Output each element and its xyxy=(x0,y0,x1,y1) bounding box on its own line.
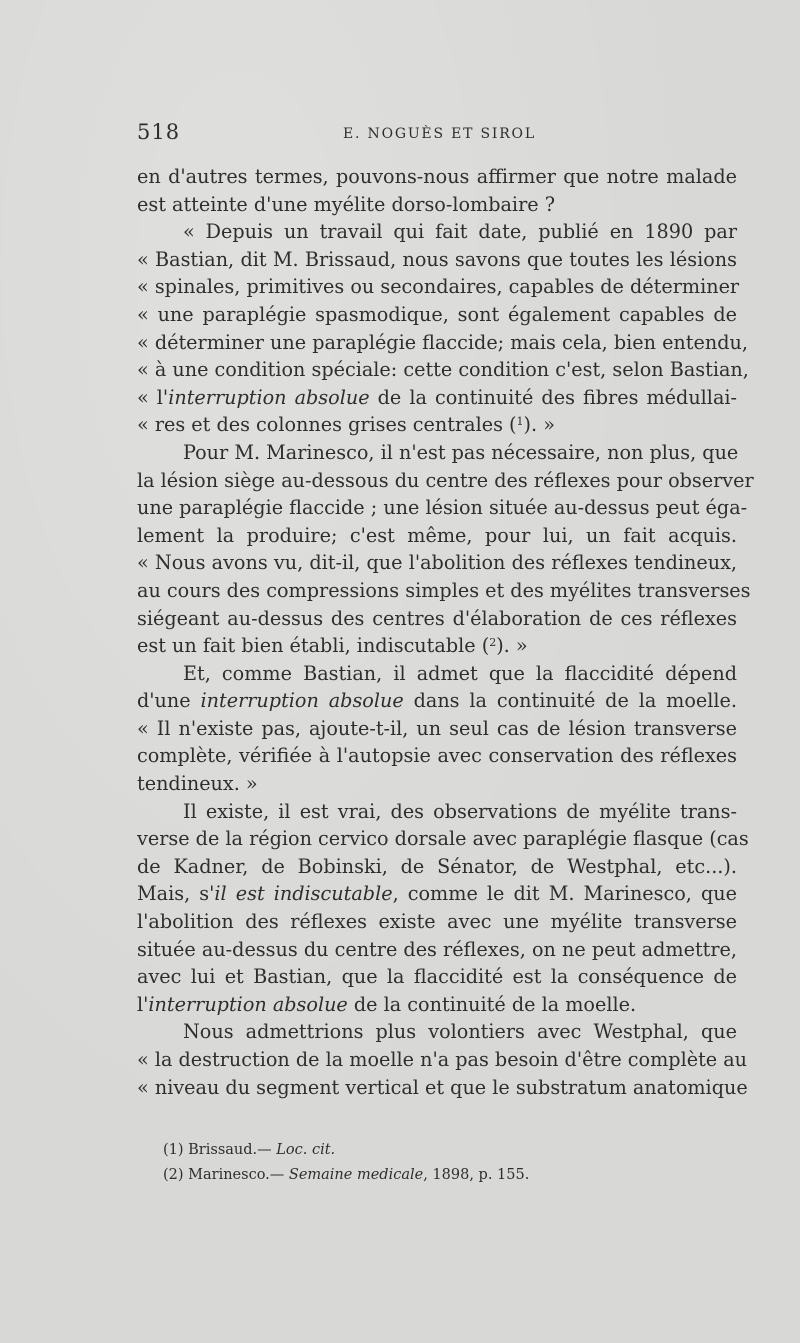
text-line: Il existe, il est vrai, des observations de myélite trans- xyxy=(183,799,737,823)
text-line: verse de la région cervico dorsale avec paraplégie flasque (cas xyxy=(137,827,749,851)
text-line: Nous admettrions plus volontiers avec Westphal, que xyxy=(183,1020,737,1044)
text-line: est un fait bien établi, indiscutable ($^2$). » xyxy=(137,634,528,658)
footnotes xyxy=(163,1138,723,1188)
text-line: « res et des colonnes grises centrales ($^1$). » xyxy=(137,413,555,437)
text-line: avec lui et Bastian, que la flaccidité est la conséquence de xyxy=(137,965,737,989)
text-line: « Depuis un travail qui fait date, publié en 1890 par xyxy=(183,220,737,244)
text-line: de Kadner, de Bobinski, de Sénator, de Westphal, etc...). xyxy=(137,854,737,878)
text-line: une paraplégie flaccide ; une lésion située au-dessus peut éga- xyxy=(137,496,748,520)
text-line: « l'interruption absolue de la continuité des fibres médullai- xyxy=(137,385,738,409)
text-line: « Bastian, dit M. Brissaud, nous savons que toutes les lésions xyxy=(137,247,737,271)
footnote: (2) Marinesco.— Semaine medicale, 1898, p. 155. xyxy=(163,1167,530,1183)
text-line: l'interruption absolue de la continuité de la moelle. xyxy=(137,992,637,1016)
text-line: est atteinte d'une myélite dorso-lombaire ? xyxy=(137,192,555,216)
running-head: E. NOGUÈS ET SIROL xyxy=(343,126,536,142)
text-line: Mais, s'il est indiscutable, comme le dit M. Marinesco, que xyxy=(137,882,737,906)
text-line: tendineux. » xyxy=(137,772,258,796)
text-line: lement la produire; c'est même, pour lui, un fait acquis. xyxy=(137,523,737,547)
text-line: l'abolition des réflexes existe avec une myélite transverse xyxy=(137,910,737,934)
text-line: « déterminer une paraplégie flaccide; mais cela, bien entendu, xyxy=(137,330,748,354)
text-line: la lésion siège au-dessous du centre des réflexes pour observer xyxy=(137,468,754,492)
text-line: « une paraplégie spasmodique, sont également capables de xyxy=(137,302,737,326)
text-line: d'une interruption absolue dans la continuité de la moelle. xyxy=(137,689,738,713)
text-line: complète, vérifiée à l'autopsie avec conservation des réflexes xyxy=(137,744,737,768)
text-line: Pour M. Marinesco, il n'est pas nécessaire, non plus, que xyxy=(183,440,739,464)
footnote: (1) Brissaud.— Loc. cit. xyxy=(163,1142,336,1158)
text-line: « Nous avons vu, dit-il, que l'abolition des réflexes tendineux, xyxy=(137,551,737,575)
text-line: au cours des compressions simples et des myélites transverses xyxy=(137,578,751,602)
text-line: « niveau du segment vertical et que le substratum anatomique xyxy=(137,1075,748,1099)
page-header xyxy=(137,120,737,150)
text-line: située au-dessus du centre des réflexes, on ne peut admettre, xyxy=(137,937,737,961)
text-line: siégeant au-dessus des centres d'élaboration de ces réflexes xyxy=(137,606,737,630)
text-line: en d'autres termes, pouvons-nous affirmer que notre malade xyxy=(137,165,737,188)
text-line: « spinales, primitives ou secondaires, capables de déterminer xyxy=(137,275,740,299)
text-line: « la destruction de la moelle n'a pas besoin d'être complète au xyxy=(137,1048,748,1071)
text-line: « Il n'existe pas, ajoute-t-il, un seul cas de lésion transverse xyxy=(137,716,737,740)
text-line: « à une condition spéciale: cette condition c'est, selon Bastian, xyxy=(137,358,749,382)
text-line: Et, comme Bastian, il admet que la flaccidité dépend xyxy=(183,661,737,685)
body-text xyxy=(137,163,754,1101)
page-number: 518 xyxy=(137,120,181,144)
